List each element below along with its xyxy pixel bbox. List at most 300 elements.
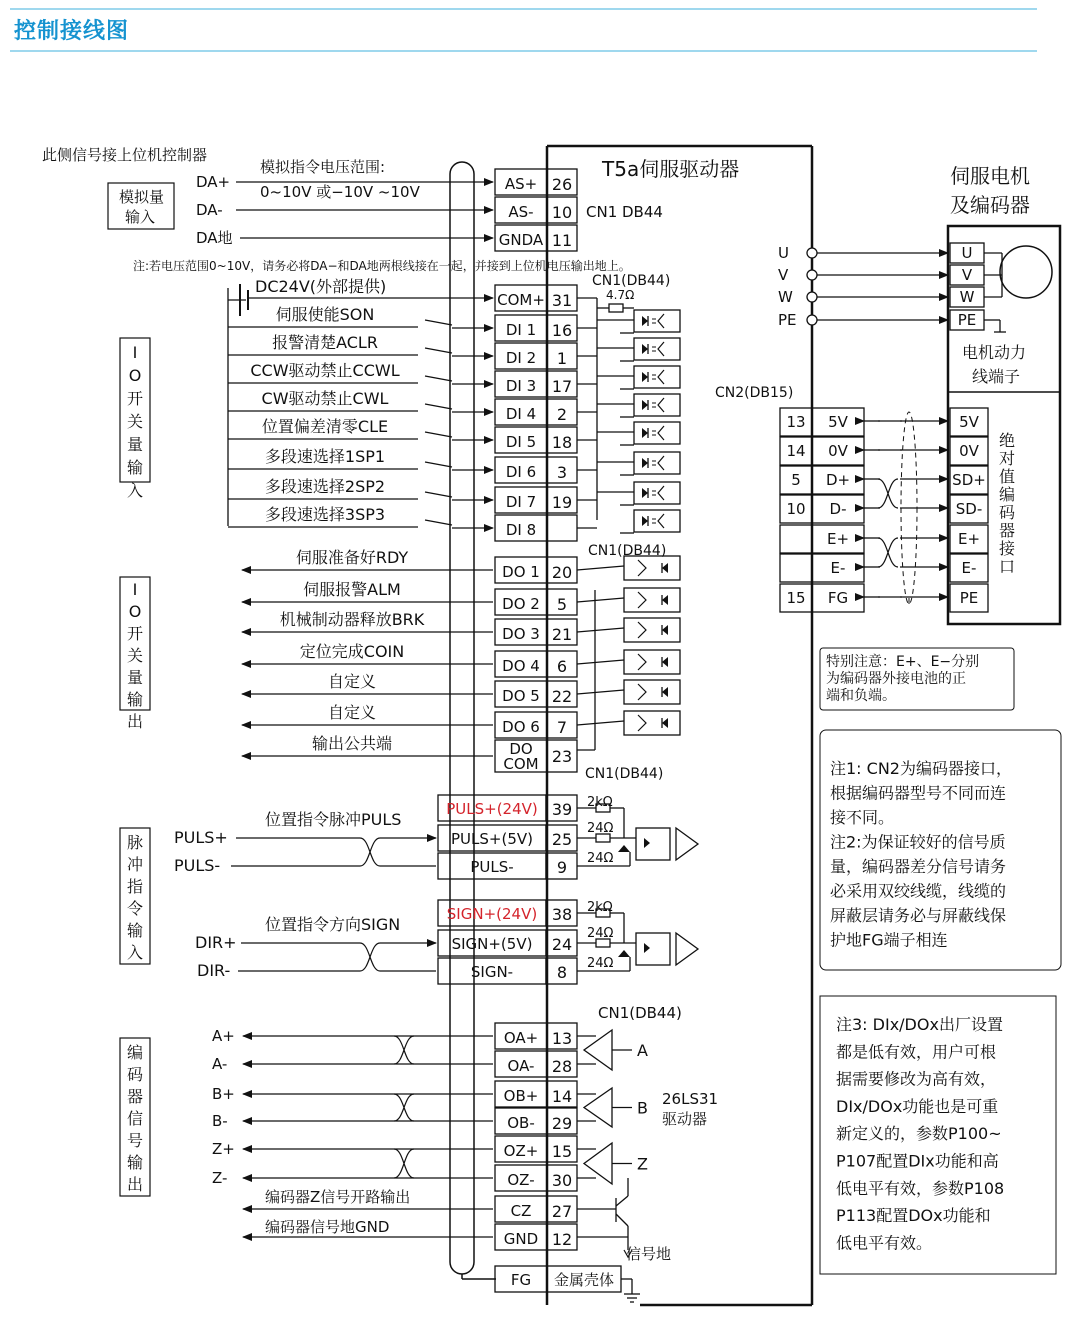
enc-group-char: 器 [126,1087,144,1106]
analog-pin-name: AS- [508,203,534,221]
opto-diode-icon [642,344,648,354]
twisted-pair-icon [394,1094,414,1121]
wire [577,598,624,602]
note3-line: P113配置DOx功能和 [836,1206,991,1226]
pin-number: 1 [556,349,568,368]
cn2-name: FG [827,589,849,607]
terminal-icon [807,315,817,325]
analog-range-title: 模拟指令电压范围: [260,158,386,176]
opto-transistor-icon [658,342,664,356]
motor-section [715,164,1060,624]
abs-encoder-char: 接 [998,539,1016,558]
enc-pin-name: OZ+ [503,1142,539,1160]
optocoupler-symbol [634,366,680,388]
wire [616,1196,628,1206]
wire [616,1214,628,1226]
analog-signal-label: DA地 [196,229,233,247]
din-pin-name: DI 6 [505,463,537,481]
drive-title: T5a伺服驱动器 [602,157,740,181]
din-switch [425,376,452,381]
abs-encoder-char: 对 [998,449,1016,468]
optocoupler-symbol [624,680,680,704]
pin-number: 23 [551,747,573,766]
optocoupler-symbol [634,510,680,532]
pin-number: 7 [556,718,568,737]
twisted-pair-icon [394,1036,414,1064]
special-note-line: 端和负端。 [826,688,896,704]
dout-label: 自定义 [327,703,377,722]
driver-chip-label2: 驱动器 [662,1110,708,1128]
note12-line: 屏蔽层请务必与屏蔽线保 [830,906,1007,925]
dout-group-char: 出 [126,712,144,731]
dout-cn-bottom: CN1(DB44) [585,766,664,782]
dout-pin-name: DO 1 [502,563,540,581]
encoder-pin-name: SD- [955,500,983,518]
opto-diode-icon [662,563,668,573]
pin-number: 24 [551,935,573,954]
din-pin-name: DI 8 [505,521,537,539]
din-switch [425,520,452,525]
enc-group-char: 号 [126,1131,144,1150]
dout-group-char: 量 [126,668,144,687]
optocoupler-symbol [634,482,680,504]
pulse-plus-label: DIR+ [195,933,237,952]
opto-diode-icon [662,718,668,728]
din-switch [425,404,452,409]
opto-diode-icon [662,595,668,605]
note3-line: 新定义的，参数P100~ [836,1124,1002,1144]
enc-signal-label: Z+ [212,1140,235,1158]
analog-note: 注:若电压范围0~10V，请务必将DA−和DA地两根线接在一起，并接到上位机电压输出地上。 [133,259,631,273]
din-group-char: I [132,343,138,362]
pulse-group-char: 脉 [126,833,144,852]
din-label: CCW驱动禁止CCWL [250,361,400,380]
opto-transistor-icon [658,486,664,500]
digital-output-section [120,543,680,782]
pin-number: 38 [551,905,573,924]
pin-number: 21 [551,625,573,644]
enc-signal-label: A+ [212,1027,235,1045]
opto-transistor-icon [658,456,664,470]
dout-pin-name: DO 4 [502,657,540,675]
dout-com-line2: COM [503,755,539,773]
pulse-group-char: 入 [126,943,144,962]
wire [577,660,624,664]
cn2-number-box [780,525,812,553]
special-note-line: 特别注意：E+、E−分别 [826,654,980,670]
driver-output-label: A [637,1041,648,1060]
resistor-24-label: 24Ω [587,821,614,836]
digital-input-section [120,273,680,541]
opto-diode-icon [642,428,648,438]
abs-encoder-char: 口 [998,557,1016,576]
dout-cn-top: CN1(DB44) [588,543,667,559]
enc-group-char: 输 [126,1153,144,1172]
wire [577,628,624,632]
din-label: 多段速选择2SP2 [264,477,386,496]
analog-input-section [108,158,663,273]
encoder-pin-name: 5V [959,413,979,431]
motor-terminal-line2: 线端子 [972,367,1021,386]
note3-line: 据需要修改为高有效， [836,1069,997,1089]
din-cn-label: CN1(DB44) [592,273,671,289]
pin-number: 9 [556,858,568,877]
buffer-icon [676,828,698,860]
note12-line: 接不同。 [830,808,895,827]
opto-transistor-icon [638,560,646,576]
optocoupler-symbol [624,618,680,642]
din-pin-name: DI 4 [505,405,537,423]
opto-diode-icon [644,838,650,848]
pin-number: 3 [556,463,568,482]
encoder-pin-name: 0V [959,442,979,460]
opto-transistor-icon [658,426,664,440]
enc-pin-name: OA- [507,1057,535,1075]
cn2-number: 13 [786,413,806,431]
note12-line: 根据编码器型号不同而连 [830,783,1007,803]
din-label: 多段速选择1SP1 [264,447,386,466]
cn2-number: 5 [791,471,801,489]
motor-terminal-label: PE [957,311,977,329]
enc-pin-name: OZ- [507,1171,535,1189]
opto-transistor-icon [638,715,646,731]
pulse-group-char: 指 [126,877,144,896]
encoder-pin-name: E- [961,559,977,577]
din-label: CW驱动禁止CWL [261,389,389,408]
pin-number: 19 [551,493,573,512]
enc-gnd-label: 编码器信号地GND [265,1218,390,1236]
uvw-label: W [778,288,793,306]
terminal-icon [807,292,817,302]
cn2-name: D+ [825,471,851,489]
cable-shield [450,162,474,1274]
pin-number-box [547,515,577,541]
motor-terminal-line1: 电机动力 [962,343,1027,362]
pulse-group-char: 令 [126,899,144,918]
din-group-char: 量 [126,435,144,454]
din-pin-name: DI 3 [505,377,537,395]
wire [577,721,624,725]
pin-number: 2 [556,405,568,424]
motor-terminal-label: W [959,288,975,306]
driver-output-label: B [637,1098,648,1118]
twisted-pair-icon [360,838,380,866]
analog-signal-label: DA- [196,201,223,219]
din-pin-name: DI 7 [505,493,537,511]
pin-number: 30 [551,1171,573,1190]
pin-number: 27 [551,1202,573,1221]
optocoupler-symbol [634,394,680,416]
dout-group-char: 关 [126,646,144,665]
opto-transistor-icon [638,592,646,608]
note3-line: 低电平有效。 [836,1233,933,1253]
dout-label: 伺服报警ALM [303,580,401,599]
note12-line: 护地FG端子相连 [830,930,948,950]
motor-symbol [1000,246,1052,298]
analog-cn-label: CN1 DB44 [586,203,663,221]
opto-diode-icon [642,400,648,410]
note12-line: 注2:为保证较好的信号质 [830,832,1006,852]
twisted-pair-icon [878,538,898,567]
din-group-char: 入 [126,481,144,500]
wire [577,690,624,694]
analog-pin-name: GNDA [498,231,544,249]
analog-signal-label: DA+ [196,173,231,191]
pulse-pin-name: PULS- [470,858,514,876]
pin-number: 13 [551,1029,573,1048]
resistor-2k-label: 2kΩ [587,900,613,915]
dout-pin-name: DO 3 [502,625,540,643]
note3-line: 低电平有效，参数P108 [836,1178,1005,1198]
note12-line: 注1: CN2为编码器接口， [830,759,1012,778]
opto-diode-icon [662,687,668,697]
enc-cn-label: CN1(DB44) [598,1004,682,1022]
pin-number: 15 [551,1142,573,1161]
din-label: 伺服使能SON [275,305,375,324]
pin-number: 25 [551,830,573,849]
dout-com-line1: DO [509,740,533,758]
pin-number: 20 [551,563,573,582]
uvw-label: V [778,266,789,284]
pin-number: 12 [551,1230,573,1249]
dout-pin-name: DO 5 [502,687,540,705]
enc-signal-label: B+ [212,1085,235,1103]
opto-diode-icon [644,943,650,953]
optocoupler-symbol [634,452,680,474]
pin-number: 31 [551,291,573,310]
pulse-title: 位置指令方向SIGN [265,915,401,934]
dout-group-char: 开 [126,624,144,643]
resistor-24-label: 24Ω [587,926,614,941]
pulse-group-char: 输 [126,921,144,940]
pin-number: 11 [551,231,573,250]
enc-group-char: 码 [126,1065,144,1084]
din-pin-name: DI 1 [505,321,537,339]
optocoupler-symbol [624,650,680,674]
din-switch [425,462,452,467]
din-switch [425,432,452,437]
opto-diode-icon [642,372,648,382]
pulse-minus-label: PULS- [174,856,221,875]
dout-group-char: O [128,602,142,621]
driver-chip-label: 26LS31 [662,1090,719,1108]
metal-shell-label: 金属壳体 [553,1271,615,1289]
pin-number: 14 [551,1087,573,1106]
notes [820,648,1061,1274]
pulse-group-char: 冲 [126,855,144,874]
dout-pin-name: DO 6 [502,718,540,736]
opto-diode-icon [642,488,648,498]
enc-pin-name: OB- [507,1114,535,1132]
opto-diode-icon [642,316,648,326]
pulse-input-section [120,795,698,984]
din-group-char: O [128,366,142,385]
enc-signal-label: B- [212,1112,228,1130]
diode-icon [618,950,630,957]
enc-pin-name: GND [503,1230,539,1248]
din-pin-name: DI 5 [505,433,537,451]
pulse-pin-name: SIGN+(5V) [451,935,533,953]
din-supply: DC24V(外部提供) [255,277,387,296]
abs-encoder-char: 器 [998,521,1016,540]
twisted-pair-icon [394,1149,414,1178]
pin-number: 29 [551,1114,573,1133]
upper-side-note: 此侧信号接上位机控制器 [42,146,208,164]
terminal-icon [807,270,817,280]
analog-group-line1: 模拟量 [119,188,165,206]
twisted-pair-icon [878,479,898,508]
motor-title-line1: 伺服电机 [950,164,1030,188]
dout-label: 定位完成COIN [299,642,405,661]
opto-diode-icon [642,516,648,526]
dout-label: 自定义 [327,672,377,691]
analog-pin-name: AS+ [504,175,538,193]
note12-line: 必采用双绞线缆，线缆的 [830,881,1007,901]
resistor-2k-label: 2kΩ [587,795,613,810]
pulse-24v-pin: PULS+(24V) [446,800,538,818]
din-group-char: 关 [126,412,144,431]
opto-transistor-icon [658,370,664,384]
cn2-name: E+ [826,530,850,548]
analog-range-values: 0~10V 或−10V ~10V [260,183,420,201]
pulse-24v-pin: SIGN+(24V) [446,905,538,923]
din-switch [425,348,452,353]
opto-transistor-icon [658,314,664,328]
enc-group-char: 信 [126,1109,144,1128]
optocoupler-symbol [624,588,680,612]
optocoupler-symbol [634,422,680,444]
din-switch [425,492,452,497]
pin-number: 28 [551,1057,573,1076]
din-pin-name: DI 2 [505,349,537,367]
din-group-char: 开 [126,389,144,408]
opto-diode-icon [642,458,648,468]
encoder-output-section [120,1004,718,1302]
din-label: 位置偏差清零CLE [261,417,389,436]
note3-line: P107配置DIx功能和高 [836,1151,999,1171]
cn2-label: CN2(DB15) [715,385,794,401]
abs-encoder-char: 编 [998,485,1016,504]
resistor-24-label: 24Ω [587,851,614,866]
resistor-symbol [609,304,623,312]
cn2-number-box [780,554,812,582]
pin-number: 10 [551,203,573,222]
opto-transistor-icon [658,398,664,412]
pin-number: 17 [551,377,573,396]
diode-icon [618,845,630,852]
pin-number: 39 [551,800,573,819]
encoder-pin-name: PE [959,589,979,607]
special-note-line: 为编码器外接电池的正 [826,671,966,687]
resistor-24-label: 24Ω [587,956,614,971]
pin-number: 5 [556,595,568,614]
opto-transistor-icon [658,514,664,528]
cn2-name: D- [829,500,847,518]
optocoupler-symbol [624,556,680,580]
buffer-icon [676,933,698,965]
note12-line: 量，编码器差分信号请务 [830,857,1007,876]
enc-cz-label: 编码器Z信号开路输出 [265,1188,411,1206]
terminal-icon [807,248,817,258]
cn2-number: 14 [786,442,806,460]
din-label: 多段速选择3SP3 [264,505,386,524]
signal-ground-label: 信号地 [626,1245,672,1263]
dout-label: 伺服准备好RDY [295,548,409,567]
pin-number: 26 [551,175,573,194]
analog-group-line2: 输入 [125,208,156,226]
din-group-char: 输 [126,458,144,477]
fg-label: FG [510,1271,532,1289]
driver-output-label: Z [637,1154,648,1174]
uvw-label: U [778,244,789,262]
pulse-pin-name: SIGN- [470,963,514,981]
opto-transistor-icon [638,684,646,700]
twisted-pair-icon [360,943,380,971]
pin-number: 16 [551,321,573,340]
enc-pin-name: OA+ [503,1029,539,1047]
pin-number: 6 [556,657,568,676]
enc-signal-label: Z- [212,1169,228,1187]
din-resistor-label: 4.7Ω [606,288,635,302]
pin-number: 8 [556,963,568,982]
wire [577,566,624,570]
motor-terminal-label: V [961,266,973,284]
abs-encoder-char: 码 [998,503,1016,522]
cn2-name: E- [830,559,846,577]
enc-pin-name: OB+ [503,1087,539,1105]
optocoupler-symbol [624,711,680,735]
cn2-name: 0V [828,442,848,460]
opto-transistor-icon [638,654,646,670]
abs-encoder-char: 绝 [998,431,1016,450]
encoder-pin-name: SD+ [952,471,986,489]
enc-pin-name: CZ [510,1202,532,1220]
dout-label: 输出公共端 [311,734,393,753]
dout-group-char: I [132,580,138,599]
opto-transistor-icon [638,622,646,638]
motor-title-line2: 及编码器 [950,193,1030,217]
cn2-name: 5V [828,413,848,431]
pulse-pin-name: PULS+(5V) [451,830,533,848]
pin-number: 18 [551,433,573,452]
dout-label: 机械制动器释放BRK [279,610,425,629]
note3-line: DIx/DOx功能也是可重 [836,1096,999,1116]
pulse-title: 位置指令脉冲PULS [265,810,402,829]
page-title: 控制接线图 [14,18,130,44]
uvw-label: PE [778,311,797,329]
encoder-pin-name: E+ [957,530,981,548]
enc-group-char: 出 [126,1175,144,1194]
cn2-number: 15 [786,589,806,607]
abs-encoder-char: 值 [998,467,1016,486]
motor-terminal-label: U [961,244,973,262]
enc-signal-label: A- [212,1055,228,1073]
note3-line: 都是低有效，用户可根 [836,1042,997,1062]
enc-group-char: 编 [126,1043,144,1062]
pulse-opto-box [636,933,670,965]
pin-number: 22 [551,687,573,706]
dout-group-char: 输 [126,690,144,709]
note3-line: 注3: DIx/DOx出厂设置 [836,1015,1003,1034]
dout-pin-name: DO 2 [502,595,540,613]
pulse-opto-box [636,828,670,860]
cn2-number: 10 [786,500,806,518]
din-label: 报警清楚ACLR [272,333,378,352]
optocoupler-symbol [634,338,680,360]
din-switch [425,320,452,325]
pulse-plus-label: PULS+ [174,828,228,847]
pulse-minus-label: DIR- [197,961,231,980]
